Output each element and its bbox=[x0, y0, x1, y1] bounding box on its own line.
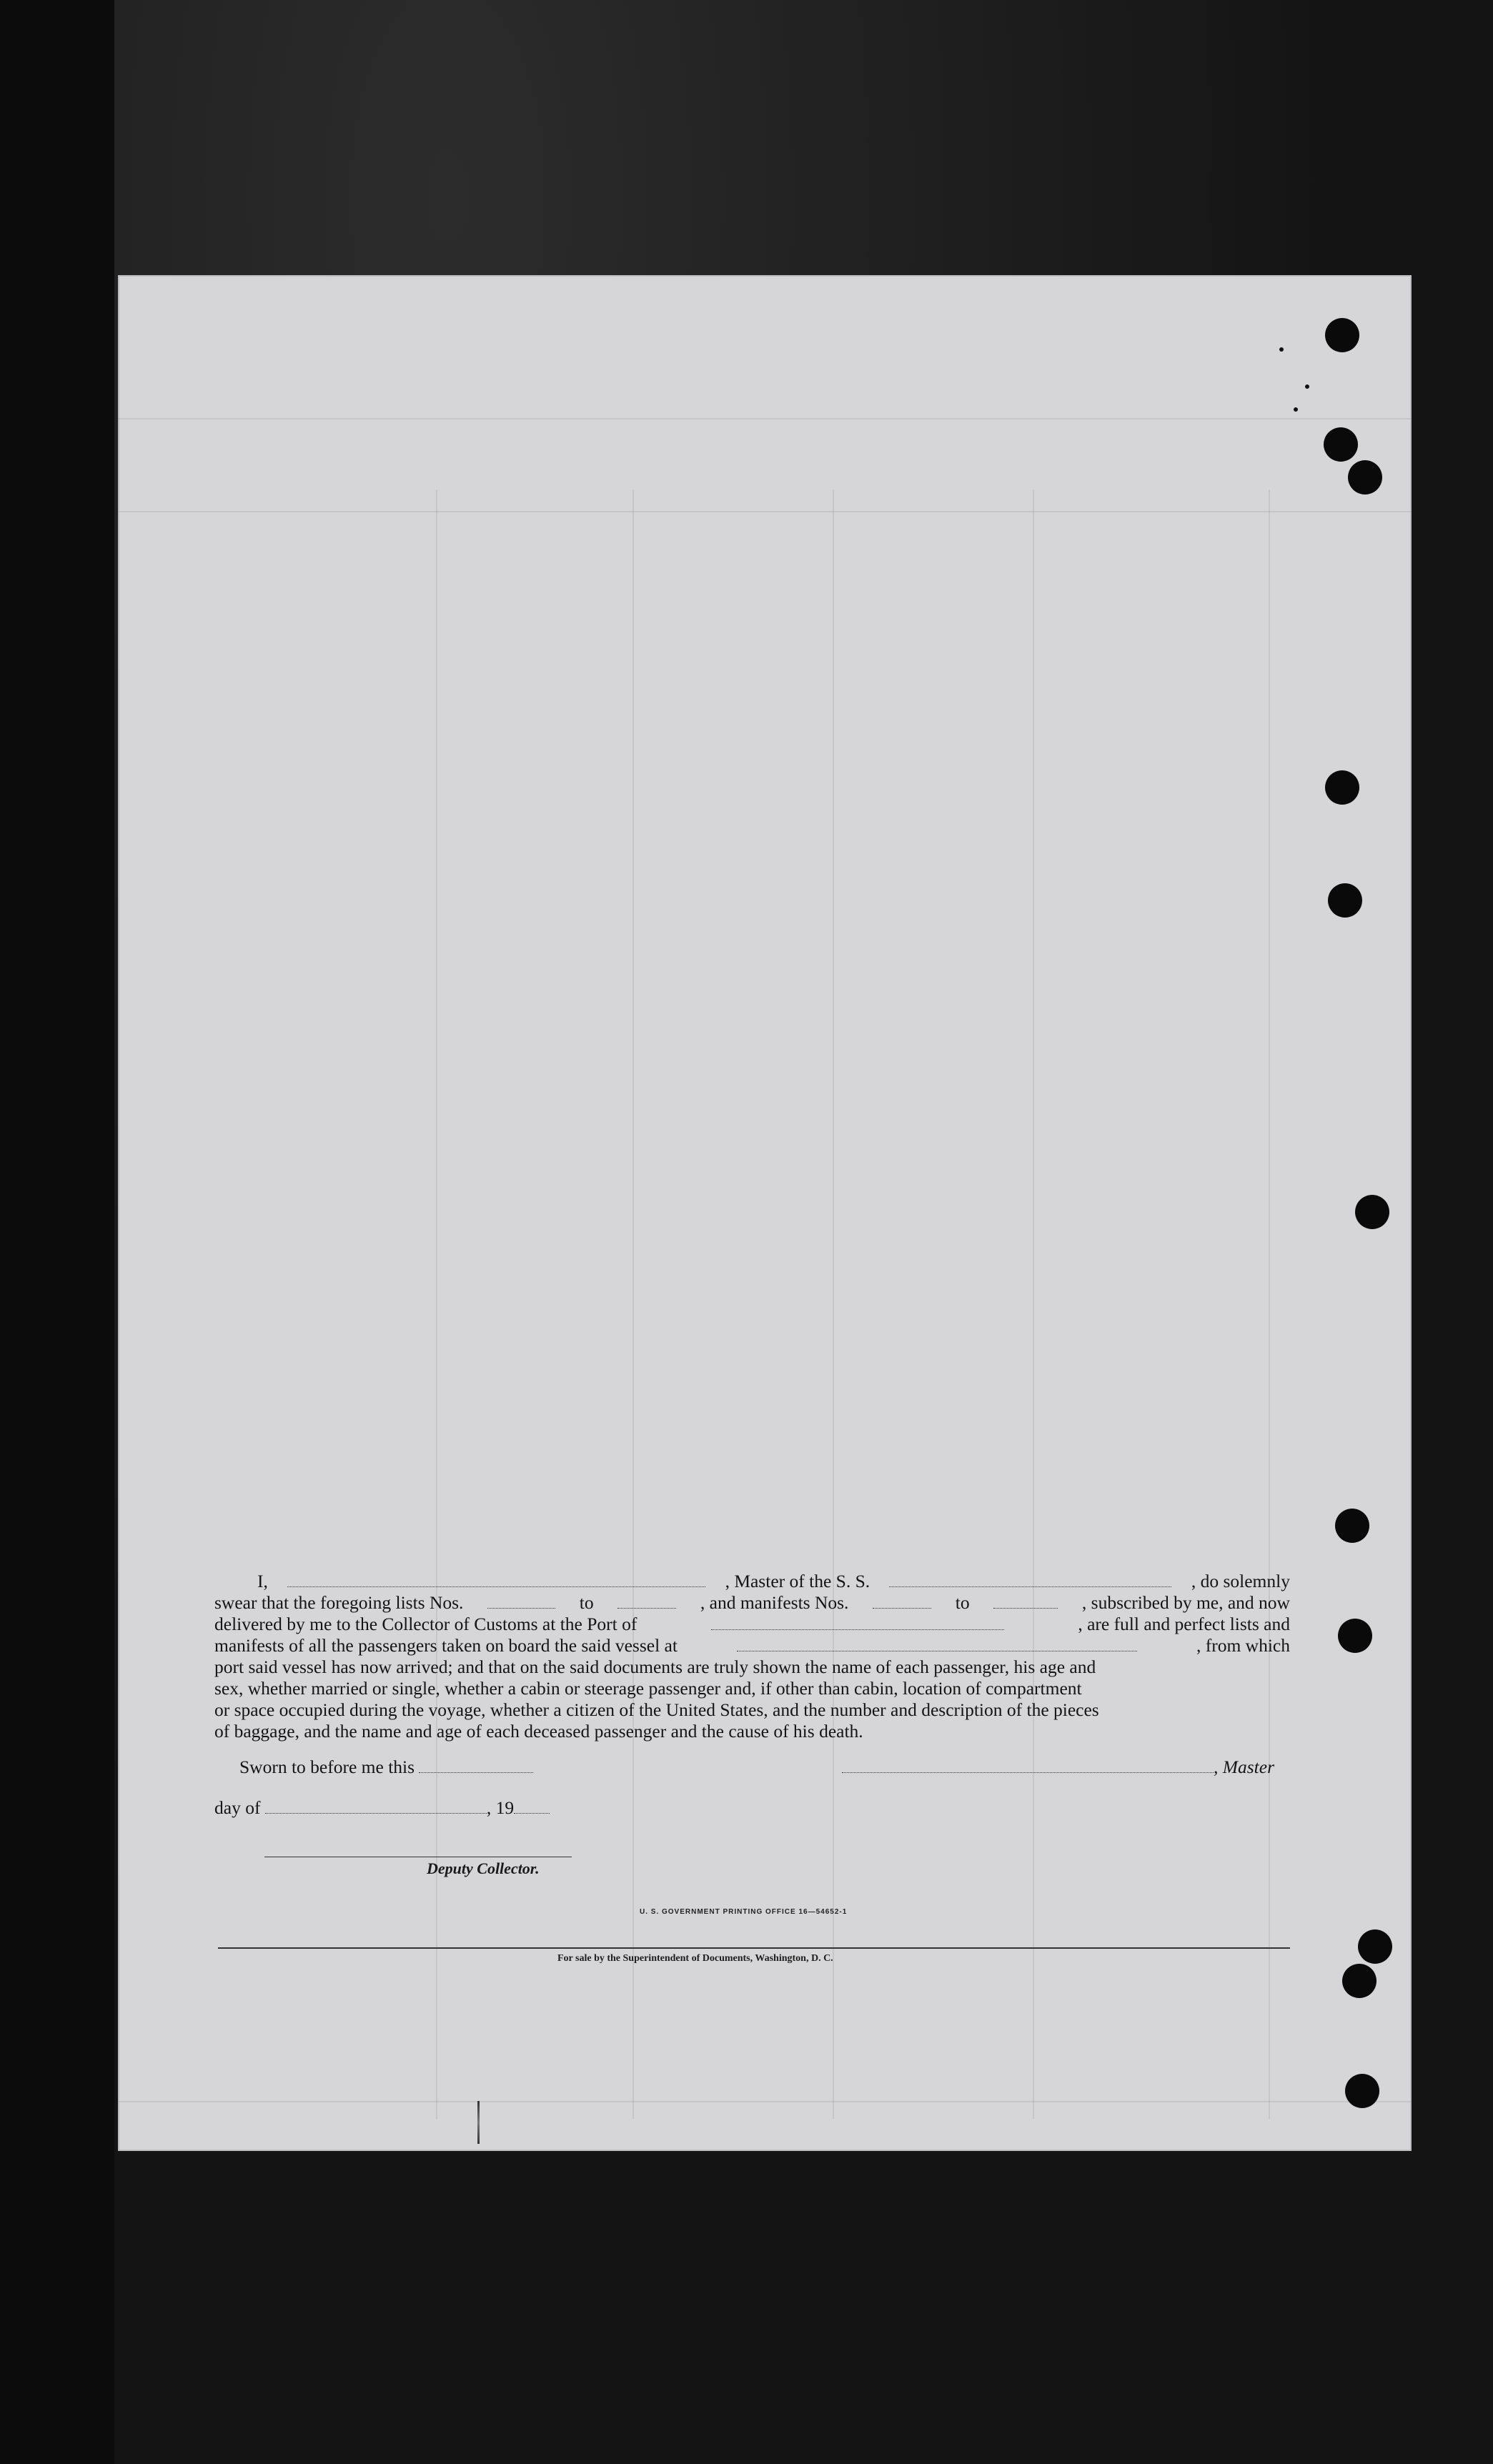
punch-hole bbox=[1325, 770, 1359, 805]
oath-i: I, bbox=[257, 1571, 268, 1591]
punch-hole bbox=[1342, 1964, 1377, 1998]
oath-line-6 bbox=[214, 1678, 1290, 1699]
bleed-through-rule bbox=[118, 2101, 1412, 2102]
oath-line-1 bbox=[214, 1571, 1290, 1592]
deputy-collector-label: Deputy Collector. bbox=[427, 1859, 540, 1877]
punch-hole bbox=[1358, 1929, 1392, 1964]
oath-to-2: to bbox=[955, 1592, 970, 1613]
oath-solemnly: , do solemnly bbox=[1191, 1571, 1290, 1591]
day-of-blank[interactable] bbox=[265, 1800, 487, 1814]
printing-office-imprint: U. S. GOVERNMENT PRINTING OFFICE 16—54652-1 bbox=[640, 1908, 848, 1916]
departure-port-blank[interactable] bbox=[737, 1638, 1137, 1651]
oath-manifests-all: manifests of all the passengers taken on board the said vessel at bbox=[214, 1635, 678, 1656]
bleed-through-rule bbox=[118, 511, 1412, 512]
sworn-date-blank[interactable] bbox=[419, 1759, 533, 1773]
punch-hole bbox=[1345, 2074, 1379, 2108]
punch-hole bbox=[1328, 883, 1362, 918]
punch-hole bbox=[1335, 1509, 1369, 1543]
oath-subscribed: , subscribed by me, and now bbox=[1081, 1592, 1290, 1613]
bleed-through-rule bbox=[833, 490, 834, 2119]
punch-hole bbox=[1348, 460, 1382, 495]
oath-paragraph bbox=[214, 1571, 1290, 1742]
oath-full: , are full and perfect lists and bbox=[1078, 1614, 1290, 1634]
sale-notice: For sale by the Superintendent of Documents, Washington, D. C. bbox=[557, 1953, 833, 1964]
oath-line-4 bbox=[214, 1635, 1290, 1656]
oath-line-2 bbox=[214, 1592, 1290, 1614]
list-to-blank[interactable] bbox=[617, 1595, 676, 1609]
oath-line-7 bbox=[214, 1699, 1290, 1721]
oath-text-7: or space occupied during the voyage, whether a citizen of the United States, and the number and description of the pieces bbox=[214, 1699, 1099, 1720]
ink-speck bbox=[1294, 407, 1298, 412]
manifest-to-blank[interactable] bbox=[993, 1595, 1058, 1609]
ship-name-blank[interactable] bbox=[889, 1574, 1171, 1587]
sworn-line bbox=[239, 1757, 533, 1778]
footer-rule bbox=[218, 1947, 1290, 1949]
punch-hole bbox=[1325, 318, 1359, 352]
bleed-through-rule bbox=[633, 490, 634, 2119]
day-of-line bbox=[214, 1797, 550, 1819]
paper-tear-mark bbox=[477, 2101, 480, 2144]
ink-speck bbox=[1279, 347, 1284, 352]
day-of-label: day of bbox=[214, 1797, 261, 1818]
bleed-through-rule bbox=[118, 418, 1412, 419]
year-prefix: , 19 bbox=[486, 1797, 515, 1818]
bleed-through-rule bbox=[1033, 490, 1034, 2119]
list-from-blank[interactable] bbox=[487, 1595, 555, 1609]
port-blank[interactable] bbox=[711, 1616, 1004, 1630]
year-blank[interactable] bbox=[514, 1800, 550, 1814]
ink-speck bbox=[1305, 384, 1309, 389]
punch-hole bbox=[1324, 427, 1358, 462]
bleed-through-rule bbox=[1269, 490, 1270, 2119]
scan-edge-shadow bbox=[0, 0, 114, 2464]
master-signature-blank[interactable] bbox=[842, 1759, 1214, 1773]
oath-from-which: , from which bbox=[1196, 1635, 1290, 1656]
manifest-from-blank[interactable] bbox=[873, 1595, 931, 1609]
oath-master-of: , Master of the S. S. bbox=[725, 1571, 870, 1591]
oath-line-5 bbox=[214, 1656, 1290, 1678]
manifest-page bbox=[118, 275, 1412, 2151]
oath-manifests: , and manifests Nos. bbox=[700, 1592, 849, 1613]
sworn-label: Sworn to before me this bbox=[239, 1757, 415, 1777]
punch-hole bbox=[1338, 1619, 1372, 1653]
oath-line-8 bbox=[214, 1721, 1290, 1742]
oath-line-3 bbox=[214, 1614, 1290, 1635]
punch-hole bbox=[1355, 1195, 1389, 1229]
oath-text-6: sex, whether married or single, whether a cabin or steerage passenger and, if other than cabin, location of compartment bbox=[214, 1678, 1082, 1699]
oath-delivered: delivered by me to the Collector of Customs at the Port of bbox=[214, 1614, 638, 1634]
master-name-blank[interactable] bbox=[287, 1574, 705, 1587]
master-signature-line bbox=[842, 1757, 1274, 1778]
oath-text-5: port said vessel has now arrived; and that on the said documents are truly shown the name of each passenger, his age and bbox=[214, 1656, 1096, 1677]
oath-to-1: to bbox=[579, 1592, 594, 1613]
oath-swear: swear that the foregoing lists Nos. bbox=[214, 1592, 464, 1613]
oath-text-8: of baggage, and the name and age of each deceased passenger and the cause of his death. bbox=[214, 1721, 863, 1742]
master-label: , Master bbox=[1214, 1757, 1274, 1777]
